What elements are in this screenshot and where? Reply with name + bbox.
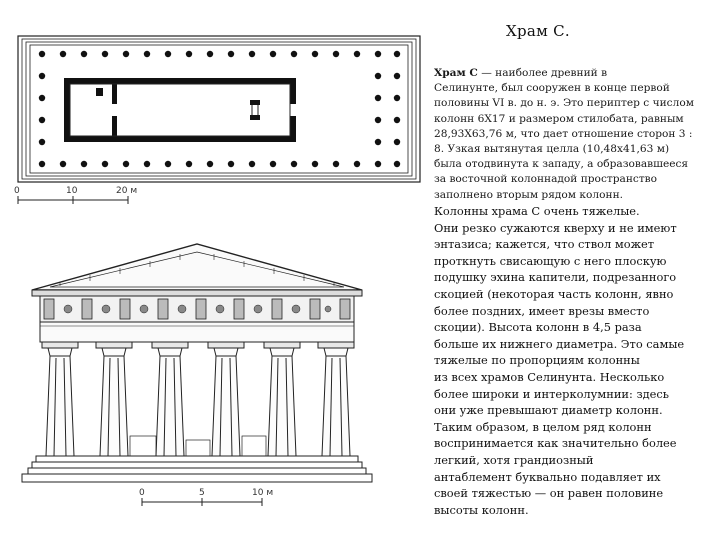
intro-line: была отодвинута к западу, а образовавшееся (434, 158, 689, 171)
intro-paragraph (434, 66, 718, 203)
plan-scale-bar (14, 186, 137, 204)
columns-line: больше их нижнего диаметра. Это самые (434, 336, 685, 351)
elev-scale-10: 10 м (252, 488, 274, 498)
intro-line: колонн 6X17 и размером стилобата, равным (434, 112, 684, 125)
intro-line: Селинунте, был сооружен в конце первой (434, 82, 670, 95)
columns-line: проткнуть свисающую с него плоскую (434, 253, 667, 268)
page-title: Храм С. (505, 22, 570, 40)
intro-line: заполнено вторым рядом колонн. (434, 188, 623, 201)
plan-columns-east (375, 73, 400, 145)
elev-scale-5: 5 (199, 488, 205, 498)
columns-line: более широки и интерколумнии: здесь (434, 386, 670, 401)
columns-line: высоты колонн. (434, 502, 529, 517)
elev-scale-0: 0 (139, 488, 145, 498)
plan-columns-west (39, 73, 45, 145)
plan-columns-top (39, 51, 400, 57)
columns-paragraph (434, 203, 720, 518)
intro-line: 8. Узкая вытянутая целла (10,48x41,63 м) (434, 143, 670, 156)
columns-line: антаблемент буквально подавляет их (434, 469, 661, 484)
columns-line: Таким образом, в целом ряд колонн (434, 419, 652, 434)
columns-line: более поздних, имеет врезы вместо (434, 303, 650, 318)
columns-line: энтазиса; кажется, что ствол может (434, 237, 655, 252)
elevation-scale-bar (139, 488, 273, 506)
plan-columns-bottom (39, 161, 400, 167)
columns-line: Они резко сужаются кверху и не имеют (434, 220, 677, 235)
temple-plan (18, 36, 420, 182)
columns-line: подушку эхина капители, подрезанного (434, 270, 677, 285)
intro-line-1 (434, 66, 718, 81)
columns-line: Колонны храма С очень тяжелые. (434, 204, 640, 218)
intro-line: за восточной колоннадой пространство (434, 173, 658, 186)
intro-lead: Храм С (434, 67, 478, 79)
intro-line: половины VI в. до н. э. Это периптер с числом (434, 97, 694, 110)
plan-cella (64, 78, 296, 142)
columns-line: своей тяжестью — он равен половине (434, 486, 664, 501)
temple-elevation (22, 244, 372, 482)
intro-line: 28,93X63,76 м, что дает отношение сторон 3 : (434, 127, 693, 140)
columns-line: они уже превышают диаметр колонн. (434, 403, 663, 418)
plan-scale-0: 0 (14, 186, 20, 196)
columns-line: тяжелые по пропорциям колонны (434, 353, 640, 368)
columns-line: скоции). Высота колонн в 4,5 раза (434, 320, 642, 335)
columns-line: из всех храмов Селинунта. Несколько (434, 369, 665, 384)
elevation-columns (42, 342, 354, 456)
columns-line: воспринимается как значительно более (434, 436, 677, 451)
columns-line: легкий, хотя грандиозный (434, 452, 594, 467)
columns-line: скоцией (некоторая часть колонн, явно (434, 286, 674, 301)
intro-line-1-text: — наиболее древний в (477, 67, 608, 79)
plan-scale-20: 20 м (116, 186, 138, 196)
plan-scale-10: 10 (66, 186, 78, 196)
